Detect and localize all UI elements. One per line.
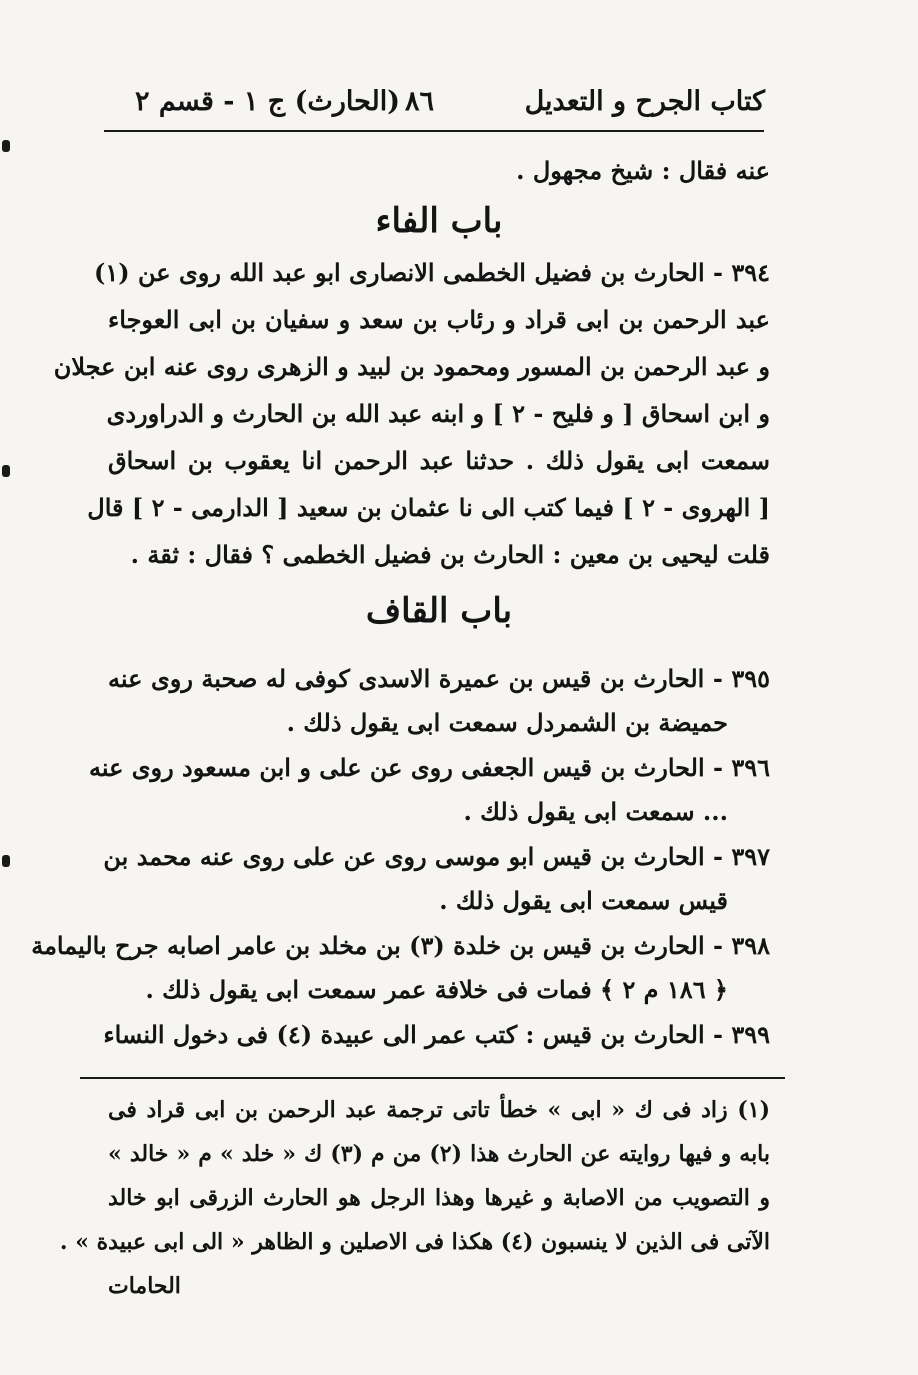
section-heading-qaf: باب القاف — [365, 591, 513, 631]
margin-mark — [2, 855, 10, 867]
page-number: ٨٦ — [405, 86, 435, 117]
running-header — [105, 78, 765, 130]
entry-line: ﴿ ١٨٦ م ٢ ﴾ فمات فى خلافة عمر سمعت ابى يقول ذلك . — [145, 975, 728, 1004]
footnote-line: الآتى فى الذين لا ينسبون (٤) هكذا فى الاصلين و الظاهر « الى ابى عبيدة » . — [59, 1229, 770, 1255]
footnote-line: و التصويب من الاصابة و غيرها وهذا الرجل هو الحارث الزرقى ابو خالد — [108, 1185, 770, 1211]
entry-line: ٣٩٦ - الحارث بن قيس الجعفى روى عن على و ابن مسعود روى عنه — [88, 753, 770, 782]
entry-line: و عبد الرحمن بن المسور ومحمود بن لبيد و الزهرى روى عنه ابن عجلان — [53, 352, 770, 381]
entry-line: و ابن اسحاق [ و فليح - ٢ ] و ابنه عبد الله بن الحارث و الدراوردى — [106, 399, 770, 428]
footnote-line: (١) زاد فى ك « ابى » خطأ تاتى ترجمة عبد الرحمن بن ابى قراد فى — [108, 1097, 770, 1123]
entry-line: ٣٩٥ - الحارث بن قيس بن عميرة الاسدى كوفى له صحبة روى عنه — [108, 664, 770, 693]
entry-line: عبد الرحمن بن ابى قراد و رئاب بن سعد و سفيان بن ابى العوجاء — [108, 305, 770, 334]
footnote-line: بابه و فيها روايته عن الحارث هذا (٢) من م (٣) ك « خلد » م « خالد » — [108, 1141, 771, 1167]
entry-line: ٣٩٩ - الحارث بن قيس : كتب عمر الى عبيدة (٤) فى دخول النساء — [103, 1020, 770, 1049]
entry-line: ... سمعت ابى يقول ذلك . — [463, 797, 728, 826]
entry-line: [ الهروى - ٢ ] فيما كتب الى نا عثمان بن سعيد [ الدارمى - ٢ ] قال — [87, 493, 770, 522]
entry-line: ٣٩٨ - الحارث بن قيس بن خلدة (٣) بن مخلد بن عامر اصابه جرح باليمامة — [31, 931, 770, 960]
main-text — [31, 148, 770, 1068]
entry-line: قلت ليحيى بن معين : الحارث بن فضيل الخطمى ؟ فقال : ثقة . — [130, 540, 770, 569]
section-label: (الحارث) ج ١ - قسم ٢ — [135, 86, 401, 117]
header-rule — [104, 130, 764, 132]
margin-mark — [2, 465, 10, 477]
catchword: الحامات — [108, 1273, 181, 1299]
entry-line: سمعت ابى يقول ذلك . حدثنا عبد الرحمن انا يعقوب بن اسحاق — [108, 446, 770, 475]
entry-line: قيس سمعت ابى يقول ذلك . — [439, 886, 728, 915]
book-title: كتاب الجرح و التعديل — [524, 86, 765, 117]
footnotes — [59, 1088, 771, 1308]
entry-line: حميضة بن الشمردل سمعت ابى يقول ذلك . — [286, 708, 728, 737]
text-line: عنه فقال : شيخ مجهول . — [516, 156, 770, 185]
section-heading-faa: باب الفاء — [375, 201, 503, 241]
entry-line: ٣٩٧ - الحارث بن قيس ابو موسى روى عن على روى عنه محمد بن — [103, 842, 770, 871]
entry-line: ٣٩٤ - الحارث بن فضيل الخطمى الانصارى ابو عبد الله روى عن (١) — [94, 258, 770, 287]
margin-mark — [2, 140, 10, 152]
footnote-rule — [80, 1077, 785, 1079]
